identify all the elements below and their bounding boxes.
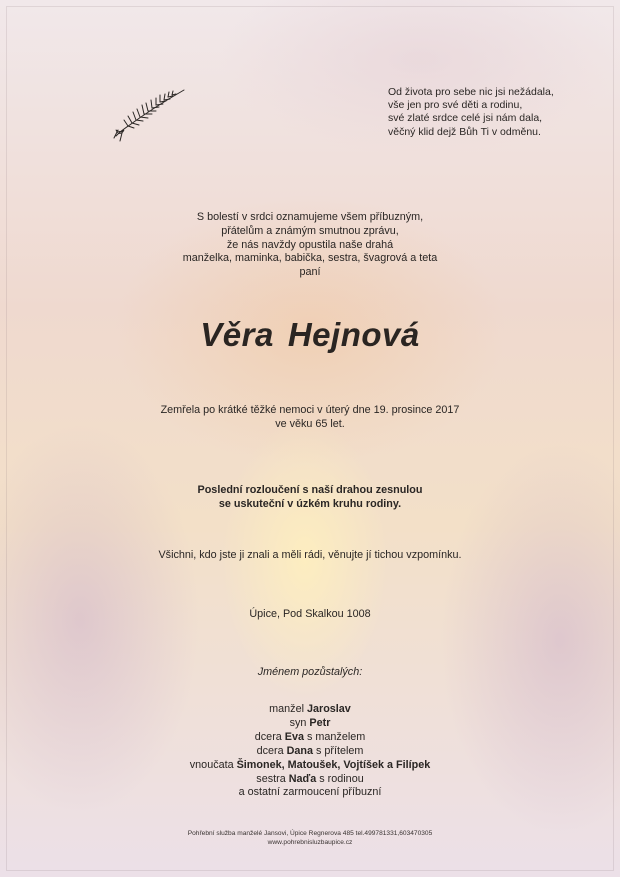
announcement-line: manželka, maminka, babička, sestra, švagrová a teta — [182, 252, 438, 265]
family-member — [0, 703, 620, 717]
funeral-service-footer — [0, 829, 620, 847]
family-member — [0, 745, 620, 759]
address: Úpice, Pod Skalkou 1008 — [249, 608, 371, 620]
death-line: Zemřela po krátké těžké nemoci v úterý dne 19. prosince 2017 — [160, 404, 460, 416]
family-others: a ostatní zarmoucení příbuzní — [238, 786, 382, 799]
member-name: Petr — [309, 716, 331, 729]
family-member — [0, 773, 620, 787]
relation: sestra — [256, 772, 286, 785]
poem-line: Od života pro sebe nic jsi nežádala, — [388, 86, 554, 98]
relation: syn — [289, 716, 307, 729]
member-name: Šimonek, Matoušek, Vojtíšek a Filípek — [236, 758, 431, 771]
death-age: ve věku 65 let. — [275, 417, 345, 430]
memory-line: Všichni, kdo jste ji znali a měli rádi, věnujte jí tichou vzpomínku. — [158, 549, 462, 561]
announcement-line: paní — [299, 266, 321, 279]
poem-line: své zlaté srdce celé jsi nám dala, — [388, 112, 543, 125]
announcement — [0, 211, 620, 280]
relation-suffix: s rodinou — [319, 772, 364, 785]
family-member — [0, 717, 620, 731]
relation-suffix: s manželem — [307, 730, 366, 743]
farewell-notice — [0, 484, 620, 511]
poem-line: věčný klid dejž Bůh Ti v odměnu. — [388, 125, 541, 138]
family-member — [0, 731, 620, 745]
member-name: Jaroslav — [306, 703, 351, 715]
relation: dcera — [256, 744, 284, 757]
farewell-line: se uskuteční v úzkém kruhu rodiny. — [218, 497, 402, 510]
family-list — [0, 703, 620, 800]
deceased-name — [0, 316, 620, 354]
relation: dcera — [254, 730, 282, 743]
footer-contact: Pohřební služba manželé Jansovi, Úpice Regnerova 485 tel.499781331,603470305 — [187, 830, 433, 837]
palm-frond-icon — [108, 86, 188, 148]
member-name: Dana — [286, 744, 313, 757]
poem-line: vše jen pro své děti a rodinu, — [388, 99, 523, 112]
death-notice — [0, 404, 620, 431]
relation: manžel — [269, 703, 304, 715]
announcement-line: S bolestí v srdci oznamujeme všem příbuzným, — [196, 211, 424, 223]
poem — [388, 86, 608, 139]
relation: vnoučata — [189, 758, 234, 771]
announcement-line: že nás navždy opustila naše drahá — [226, 238, 394, 251]
first-name: Věra — [200, 316, 274, 353]
on-behalf-heading: Jménem pozůstalých: — [257, 666, 363, 678]
relation-suffix: s přítelem — [316, 744, 364, 757]
farewell-line: Poslední rozloučení s naší drahou zesnulou — [197, 484, 423, 496]
footer-website: www.pohrebnisluzbaupice.cz — [267, 839, 353, 846]
member-name: Naďa — [288, 772, 317, 785]
family-member — [0, 759, 620, 773]
announcement-line: přátelům a známým smutnou zprávu, — [221, 224, 399, 237]
member-name: Eva — [284, 730, 305, 743]
last-name: Hejnová — [287, 316, 420, 353]
